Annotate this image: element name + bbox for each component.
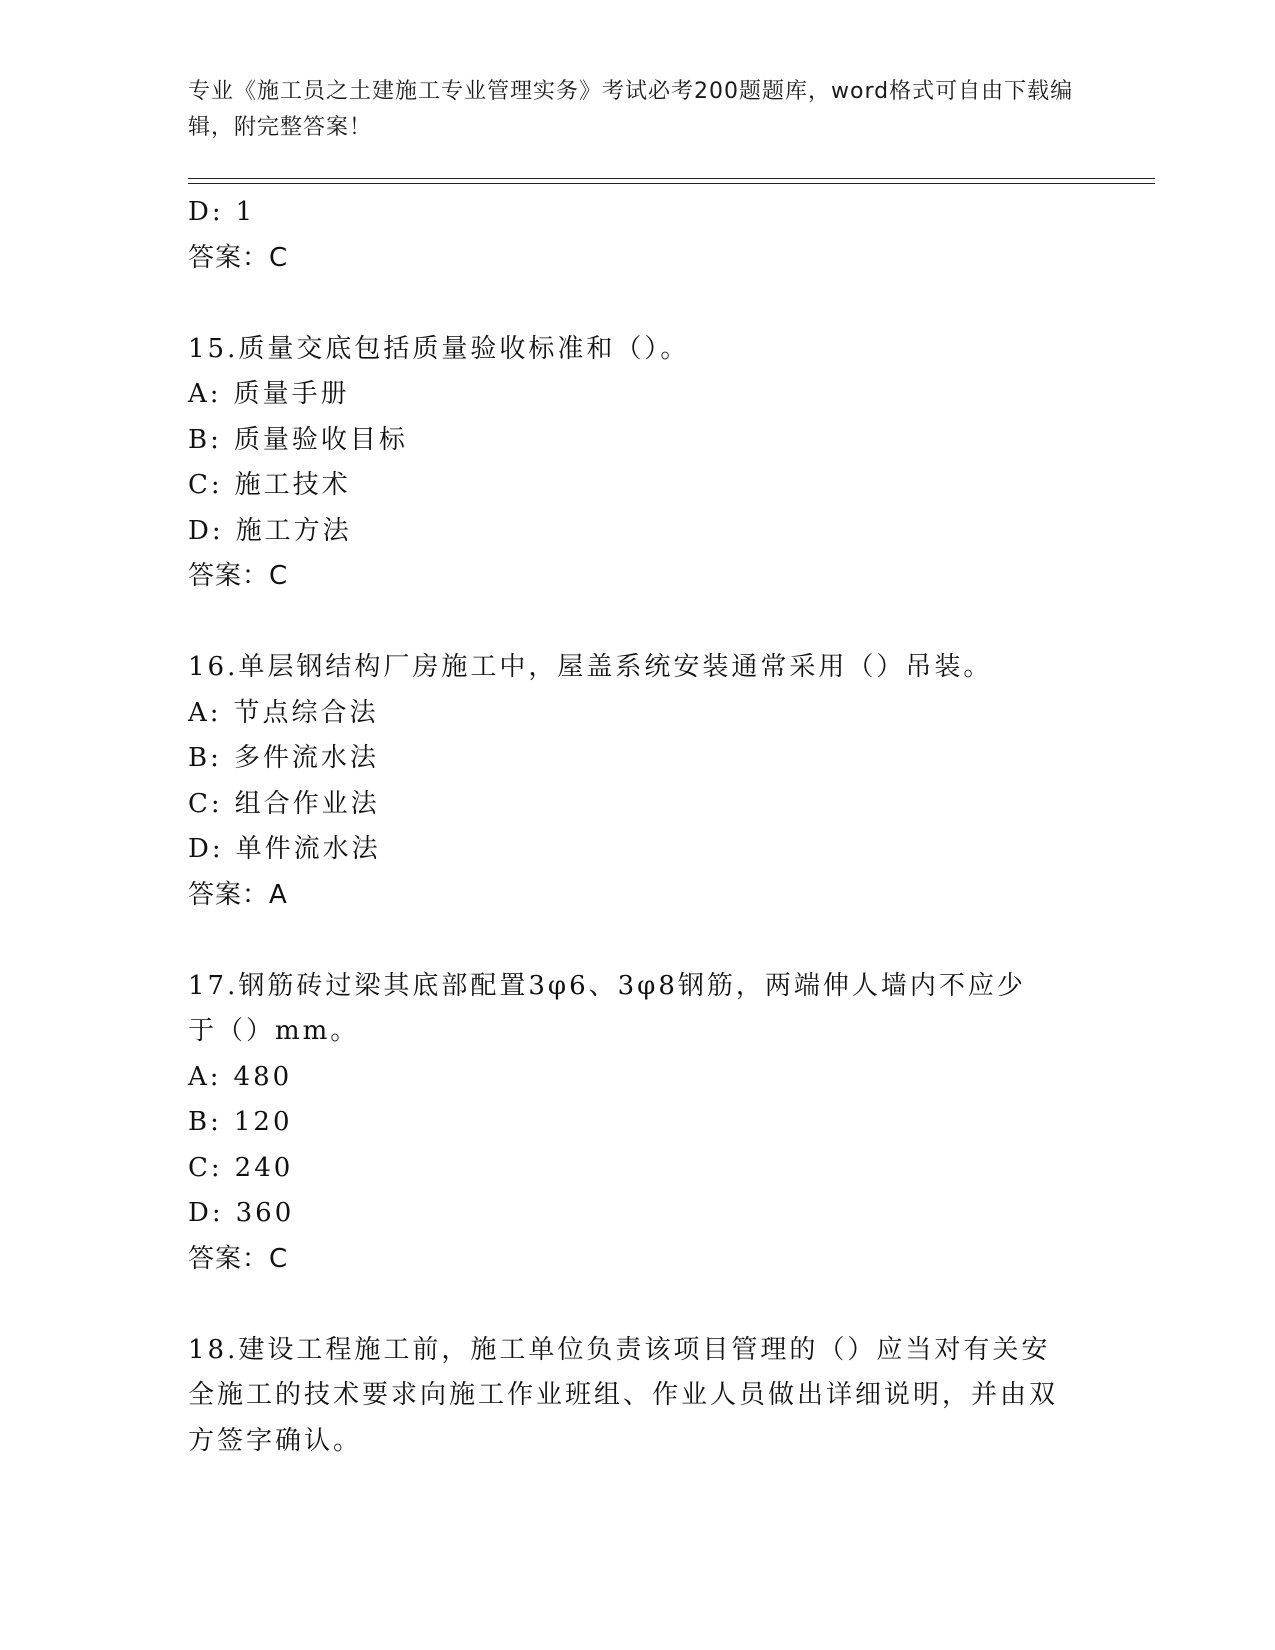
- option-text: 单件流水法: [235, 834, 381, 864]
- option-row: [188, 372, 1088, 418]
- option-key: D:: [188, 1198, 224, 1228]
- option-key: B:: [188, 424, 222, 455]
- option-key: D:: [188, 834, 224, 864]
- header-rule-top: [188, 178, 1155, 179]
- option-text: 质量验收目标: [233, 424, 408, 455]
- document-header: 专业《施工员之土建施工专业管理实务》考试必考200题题库，word格式可自由下载编辑，附完整答案！: [188, 79, 1074, 140]
- option-text: 多件流水法: [233, 743, 379, 773]
- option-key: D:: [188, 197, 224, 227]
- option-row: [188, 418, 1088, 464]
- question-stem: 18.建设工程施工前，施工单位负责该项目管理的（）应当对有关安全施工的技术要求向施工作业班组、作业人员做出详细说明，并由双方签字确认。: [188, 1334, 1059, 1456]
- option-key: A:: [188, 1061, 222, 1092]
- option-row: [188, 509, 1088, 555]
- option-row: [188, 1191, 1088, 1237]
- option-key: B:: [188, 1107, 222, 1137]
- option-key: A:: [188, 697, 222, 728]
- option-key: A:: [188, 379, 222, 409]
- option-text: 质量手册: [233, 379, 350, 409]
- answer-line: 答案：C: [188, 561, 289, 591]
- option-text: 240: [234, 1152, 294, 1183]
- question-stem: 17.钢筋砖过梁其底部配置3φ6、3φ8钢筋，两端伸人墙内不应少于（）mm。: [188, 970, 1026, 1046]
- question-stem: 15.质量交底包括质量验收标准和（）。: [188, 333, 690, 364]
- spacer: [188, 281, 1088, 327]
- option-text: 组合作业法: [234, 788, 380, 819]
- spacer: [188, 600, 1088, 646]
- option-row: [188, 1100, 1088, 1146]
- header-rule-bottom: [188, 183, 1155, 184]
- option-key: B:: [188, 743, 222, 773]
- answer-line: 答案：C: [188, 242, 289, 273]
- option-row: [188, 463, 1088, 509]
- option-row: [188, 1055, 1088, 1101]
- option-row: [188, 190, 1088, 236]
- option-row: [188, 827, 1088, 873]
- option-key: C:: [188, 470, 223, 500]
- option-key: D:: [188, 515, 224, 546]
- document-body: [188, 190, 1088, 1464]
- option-key: C:: [188, 788, 223, 819]
- option-row: [188, 1146, 1088, 1192]
- option-key: C:: [188, 1152, 223, 1183]
- option-row: [188, 782, 1088, 828]
- option-row: [188, 691, 1088, 737]
- option-row: [188, 736, 1088, 782]
- spacer: [188, 1282, 1088, 1328]
- option-text: 1: [235, 197, 256, 227]
- answer-line: 答案：A: [188, 879, 288, 910]
- spacer: [188, 918, 1088, 964]
- option-text: 120: [233, 1107, 293, 1137]
- question-stem: 16.单层钢结构厂房施工中，屋盖系统安装通常采用（）吊装。: [188, 652, 993, 682]
- option-text: 施工方法: [235, 515, 352, 546]
- option-text: 施工技术: [234, 470, 351, 500]
- option-text: 480: [233, 1061, 293, 1092]
- option-text: 节点综合法: [233, 697, 379, 728]
- answer-line: 答案：C: [188, 1243, 289, 1274]
- option-text: 360: [235, 1198, 295, 1228]
